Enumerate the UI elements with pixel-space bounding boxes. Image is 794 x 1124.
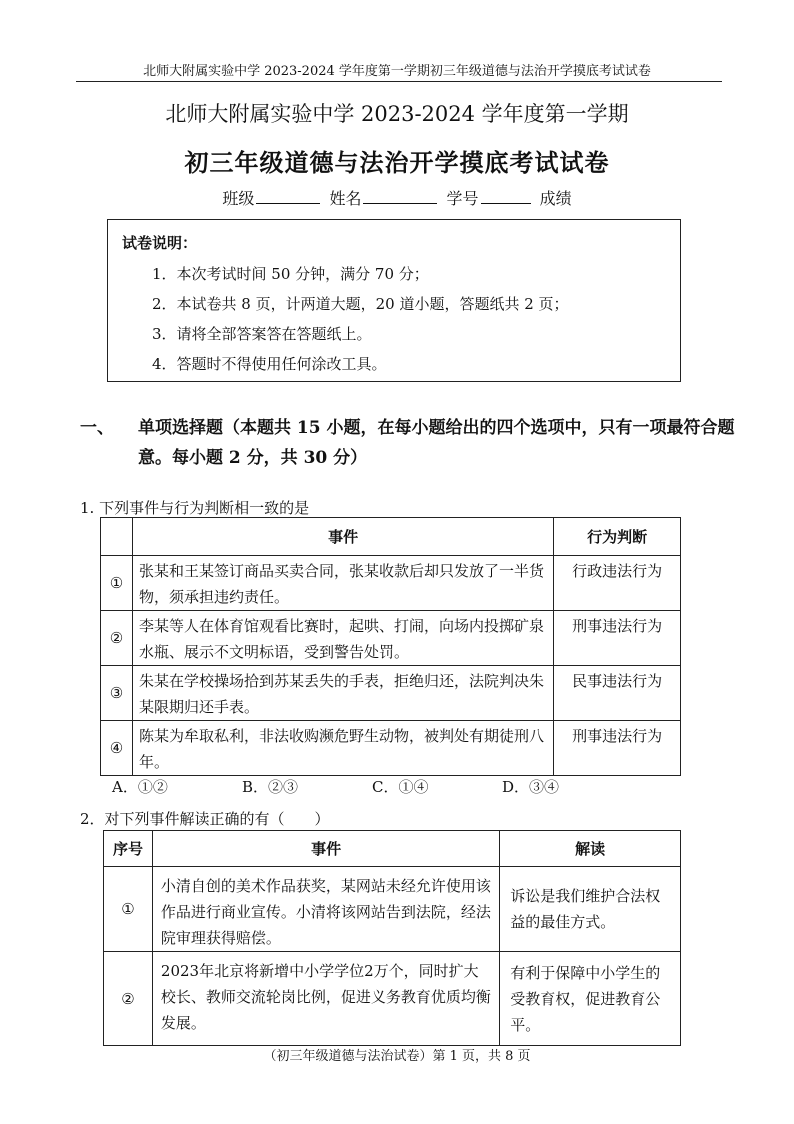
- instruction-item: 4．答题时不得使用任何涂改工具。: [152, 355, 387, 373]
- table-row: [101, 611, 681, 666]
- question-1-table: [100, 517, 681, 776]
- table-row: [101, 556, 681, 611]
- student-info-line: [0, 186, 794, 209]
- option-a: A．①②: [112, 778, 168, 796]
- row-judgement: 刑事违法行为: [554, 611, 681, 666]
- row-interpretation: 诉讼是我们维护合法权益的最佳方式。: [500, 867, 681, 952]
- option-d: D．③④: [502, 778, 560, 796]
- score-label: 成绩: [539, 189, 572, 208]
- option-c: C．①④: [372, 778, 429, 796]
- table-header-blank: [101, 518, 133, 556]
- name-blank: [363, 187, 437, 204]
- row-interpretation: 有利于保障中小学生的受教育权，促进教育公平。: [500, 952, 681, 1046]
- row-number: ①: [101, 556, 133, 611]
- row-judgement: 行政违法行为: [554, 556, 681, 611]
- row-event: 李某等人在体育馆观看比赛时，起哄、打闹，向场内投掷矿泉水瓶、展示不文明标语，受到警告处罚。: [132, 611, 553, 666]
- row-judgement: 刑事违法行为: [554, 721, 681, 776]
- id-label: 学号: [446, 189, 479, 208]
- row-number: ④: [101, 721, 133, 776]
- exam-title-line1: 北师大附属实验中学 2023-2024 学年度第一学期: [165, 102, 629, 126]
- table-header-number: 序号: [104, 831, 153, 867]
- row-number: ③: [101, 666, 133, 721]
- row-number: ①: [104, 867, 153, 952]
- instructions-title: 试卷说明：: [122, 234, 198, 252]
- class-blank: [256, 187, 320, 204]
- table-header-event: 事件: [132, 518, 553, 556]
- id-blank: [481, 187, 531, 204]
- option-b: B．②③: [242, 778, 299, 796]
- instruction-item: 3．请将全部答案答在答题纸上。: [152, 325, 372, 343]
- header-rule: [76, 81, 722, 82]
- section-number: 一、: [80, 418, 114, 438]
- class-label: 班级: [222, 189, 255, 208]
- table-row: [104, 867, 681, 952]
- row-event: 朱某在学校操场拾到苏某丢失的手表，拒绝归还，法院判决朱某限期归还手表。: [132, 666, 553, 721]
- row-number: ②: [104, 952, 153, 1046]
- row-number: ②: [101, 611, 133, 666]
- row-judgement: 民事违法行为: [554, 666, 681, 721]
- table-row: [104, 952, 681, 1046]
- exam-title-line2: 初三年级道德与法治开学摸底考试试卷: [184, 148, 610, 177]
- instructions-box: [107, 219, 681, 382]
- question-2-stem: 2．对下列事件解读正确的有（ ）: [80, 810, 330, 828]
- row-event: 陈某为牟取私利，非法收购濒危野生动物，被判处有期徒刑八年。: [132, 721, 553, 776]
- name-label: 姓名: [329, 189, 362, 208]
- section-heading: 单项选择题（本题共 15 小题，在每小题给出的四个选项中，只有一项最符合题意。每小题 2 分，共 30 分）: [138, 418, 735, 468]
- question-2-table: [103, 830, 681, 1046]
- page-footer: （初三年级道德与法治试卷）第 1 页，共 8 页: [263, 1049, 531, 1064]
- table-row: [101, 666, 681, 721]
- table-header-event: 事件: [152, 831, 499, 867]
- instruction-item: 1．本次考试时间 50 分钟，满分 70 分；: [152, 265, 429, 283]
- table-row: [101, 721, 681, 776]
- row-event: 小清自创的美术作品获奖，某网站未经允许使用该作品进行商业宣传。小清将该网站告到法院，经法院审理获得赔偿。: [152, 867, 499, 952]
- question-1-options: [112, 776, 559, 797]
- row-event: 张某和王某签订商品买卖合同，张某收款后却只发放了一半货物，须承担违约责任。: [132, 556, 553, 611]
- table-header-judgement: 行为判断: [554, 518, 681, 556]
- running-header: 北师大附属实验中学 2023-2024 学年度第一学期初三年级道德与法治开学摸底考试试卷: [143, 64, 651, 79]
- question-1-stem: 1. 下列事件与行为判断相一致的是: [80, 499, 310, 517]
- row-event: 2023年北京将新增中小学学位2万个，同时扩大校长、教师交流轮岗比例，促进义务教育优质均衡发展。: [152, 952, 499, 1046]
- table-header-interpretation: 解读: [500, 831, 681, 867]
- instruction-item: 2．本试卷共 8 页，计两道大题，20 道小题，答题纸共 2 页；: [152, 295, 569, 313]
